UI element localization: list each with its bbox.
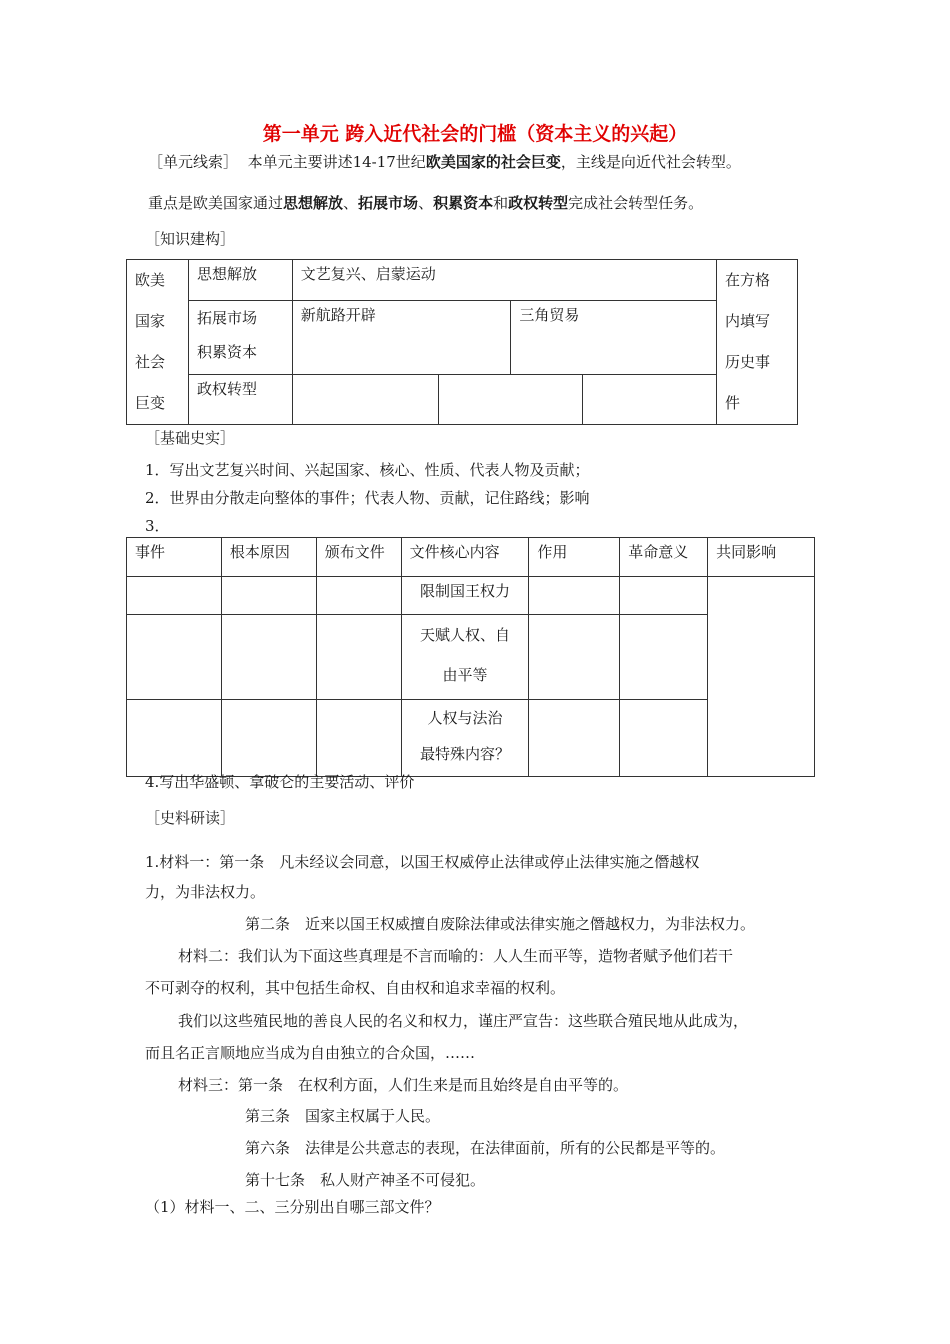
table-cell <box>221 577 316 615</box>
core-content-2 <box>401 615 529 700</box>
table-cell <box>620 615 708 700</box>
core-content-3-line: 人权与法治 <box>427 709 503 727</box>
table-cell <box>529 577 620 615</box>
core-content-2-line: 由平等 <box>442 666 488 684</box>
right-note-line: 件 <box>725 394 741 412</box>
basic-item-2: 2．世界由分散走向整体的事件；代表人物、贡献，记住路线；影响 <box>145 489 590 507</box>
focus-bold-1: 思想解放 <box>283 194 344 212</box>
clue-bold: 欧美国家的社会巨变 <box>425 153 561 171</box>
source-line: 1.材料一：第一条 凡未经议会同意，以国王权威停止法律或停止法律实施之僭越权 <box>145 853 700 871</box>
header-cell: 共同影响 <box>708 538 815 577</box>
table-cell <box>316 577 401 615</box>
clue-text-b: ，主线是向近代社会转型。 <box>560 153 741 171</box>
knowledge-label: ［知识建构］ <box>145 230 236 248</box>
table-cell <box>127 577 222 615</box>
page-title: 第一单元 跨入近代社会的门槛（资本主义的兴起） <box>262 123 688 145</box>
right-note-cell <box>717 260 798 425</box>
table-cell <box>620 700 708 777</box>
basic-item-3: 3． <box>145 517 170 535</box>
item-4: 4.写出华盛顿、拿破仑的主要活动、评价 <box>145 773 415 791</box>
focus-text-b: 完成社会转型任务。 <box>568 194 704 212</box>
source-line: 第二条 近来以国王权威擅自废除法律或法律实施之僭越权力，为非法权力。 <box>245 915 756 933</box>
row2-label-b: 积累资本 <box>196 343 257 361</box>
source-line: 而且名正言顺地应当成为自由独立的合众国，…… <box>145 1044 476 1062</box>
left-label-line: 欧美 <box>135 271 166 289</box>
source-line: 不可剥夺的权利，其中包括生命权、自由权和追求幸福的权利。 <box>145 979 566 997</box>
row3-blank-3 <box>583 375 717 425</box>
row1-value: 文艺复兴、启蒙运动 <box>292 260 716 301</box>
table-cell <box>221 615 316 700</box>
table-cell <box>529 700 620 777</box>
common-impact-cell <box>708 577 815 777</box>
focus-line <box>148 193 703 213</box>
row2-label-cell <box>188 301 292 375</box>
header-cell: 文件核心内容 <box>401 538 529 577</box>
row3-blank-1 <box>292 375 438 425</box>
table-cell <box>316 700 401 777</box>
knowledge-table <box>126 259 798 425</box>
source-line: 我们以这些殖民地的善良人民的名义和权力，谨庄严宣告：这些联合殖民地从此成为， <box>178 1012 749 1030</box>
basic-item-1: 1．写出文艺复兴时间、兴起国家、核心、性质、代表人物及贡献； <box>145 461 590 479</box>
left-label-cell <box>127 260 189 425</box>
left-label-line: 社会 <box>135 353 166 371</box>
row2-value-b: 三角贸易 <box>511 301 717 375</box>
header-cell: 革命意义 <box>620 538 708 577</box>
core-content-1: 限制国王权力 <box>401 577 529 615</box>
row2-value-a: 新航路开辟 <box>292 301 511 375</box>
focus-sep-1: 、 <box>343 194 359 212</box>
table-cell <box>221 700 316 777</box>
document-table <box>126 537 815 777</box>
row2-label-a: 拓展市场 <box>196 309 257 327</box>
row1-label: 思想解放 <box>188 260 292 301</box>
source-line: 材料三：第一条 在权利方面，人们生来是而且始终是自由平等的。 <box>178 1076 629 1094</box>
right-note-line: 在方格 <box>725 271 771 289</box>
focus-sep-2: 、 <box>418 194 434 212</box>
source-line: 力，为非法权力。 <box>145 883 266 901</box>
focus-text-a: 重点是欧美国家通过 <box>148 194 284 212</box>
focus-bold-3: 积累资本 <box>433 194 494 212</box>
right-note-line: 内填写 <box>725 312 771 330</box>
clue-text-a: 本单元主要讲述14-17世纪 <box>247 153 426 171</box>
header-cell: 事件 <box>127 538 222 577</box>
left-label-line: 国家 <box>135 312 166 330</box>
question-1: （1）材料一、二、三分别出自哪三部文件？ <box>145 1198 440 1216</box>
sources-label: ［史料研读］ <box>145 809 236 827</box>
focus-bold-2: 拓展市场 <box>358 194 419 212</box>
basic-label: ［基础史实］ <box>145 429 236 447</box>
header-cell: 颁布文件 <box>316 538 401 577</box>
left-label-line: 巨变 <box>135 394 166 412</box>
row3-label: 政权转型 <box>188 375 292 425</box>
focus-sep-3: 和 <box>493 194 509 212</box>
unit-clue <box>148 152 741 172</box>
table-cell <box>620 577 708 615</box>
row3-blank-2 <box>438 375 583 425</box>
source-line: 第六条 法律是公共意志的表现，在法律面前，所有的公民都是平等的。 <box>245 1139 726 1157</box>
core-content-3-line: 最特殊内容？ <box>419 745 510 763</box>
source-line: 材料二：我们认为下面这些真理是不言而喻的：人人生而平等，造物者赋予他们若干 <box>178 947 734 965</box>
table-cell <box>127 700 222 777</box>
core-content-2-line: 天赋人权、自 <box>419 626 510 644</box>
focus-bold-4: 政权转型 <box>508 194 569 212</box>
clue-label: ［单元线索］ <box>148 153 239 171</box>
header-cell: 根本原因 <box>221 538 316 577</box>
right-note-line: 历史事 <box>725 353 771 371</box>
core-content-3 <box>401 700 529 777</box>
table-cell <box>529 615 620 700</box>
table-cell <box>127 615 222 700</box>
source-line: 第十七条 私人财产神圣不可侵犯。 <box>245 1171 486 1189</box>
table-cell <box>316 615 401 700</box>
source-line: 第三条 国家主权属于人民。 <box>245 1107 441 1125</box>
header-cell: 作用 <box>529 538 620 577</box>
